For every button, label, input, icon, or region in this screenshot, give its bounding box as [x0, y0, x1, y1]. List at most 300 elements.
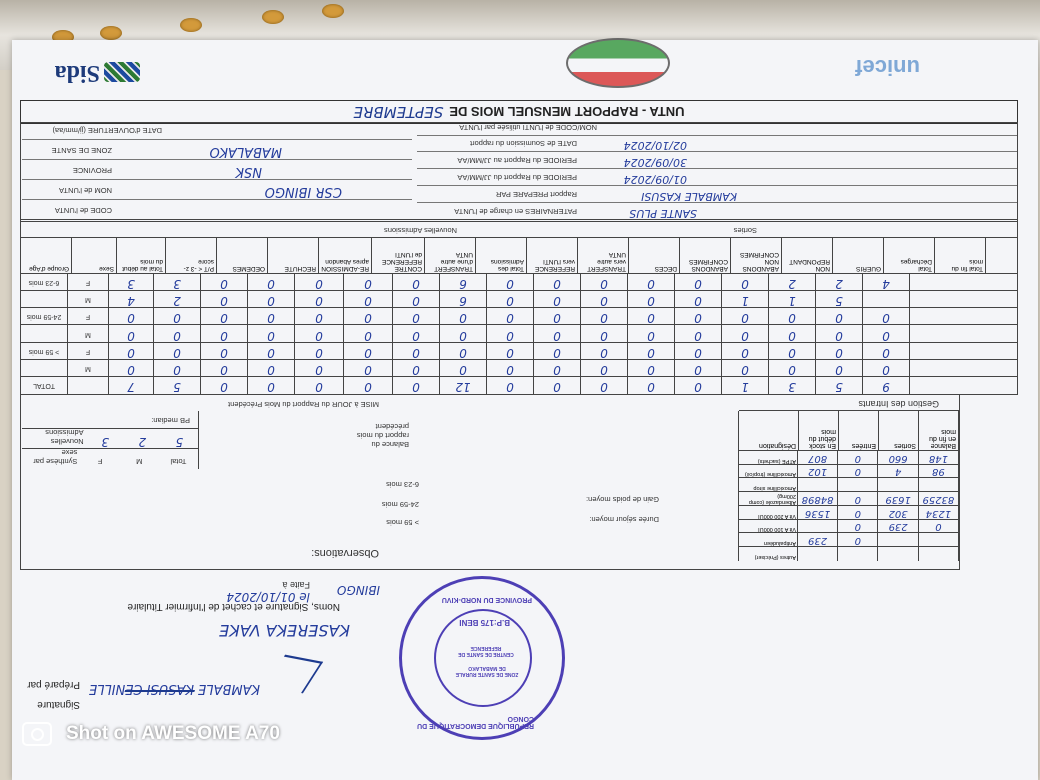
field-row [417, 135, 1017, 151]
synthese-col-total: Total [170, 457, 187, 466]
field-value-province: NSK [235, 164, 262, 179]
intrant-name: Vit A 100 000UI [739, 520, 798, 534]
table-cell: 0 [295, 343, 344, 360]
prepare-name: KAMBALE KASUSI CENILLE [89, 681, 260, 696]
field-label-soumission: DATE de Soumission du rapport [470, 139, 577, 148]
field-value-soumission: 02/10/2024 [623, 139, 687, 152]
intrants-row [739, 464, 959, 479]
table-cell: 1 [722, 377, 769, 394]
intrant-value: 102 [798, 465, 838, 479]
field-label-nom: NOM de l'UNTA [59, 186, 112, 195]
intrant-value: 0 [838, 520, 878, 534]
field-row [417, 151, 1017, 168]
table-row [21, 307, 1017, 325]
row-sex: M [68, 325, 109, 342]
table-cell: 0 [675, 360, 722, 377]
table-cell: 0 [769, 308, 816, 325]
intrants-row [739, 478, 959, 493]
table-cell: 2 [769, 274, 816, 291]
row-sex: M [68, 360, 109, 377]
field-row [22, 159, 412, 179]
synthese-value-f: 3 [101, 435, 110, 449]
table-row [21, 359, 1017, 377]
intrant-value: 98 [919, 465, 959, 479]
table-cell: 5 [816, 291, 863, 308]
synthese-label: Synthèse par sexe [33, 448, 78, 466]
table-cell: 0 [722, 360, 769, 377]
table-cell: 0 [393, 343, 440, 360]
field-row [22, 179, 412, 199]
admissions-table [20, 219, 1018, 395]
field-value-partenaires: SANTE PLUS [629, 207, 697, 220]
table-cell: 0 [201, 274, 248, 291]
intrant-value: 83259 [919, 492, 959, 506]
table-cell: 0 [487, 291, 534, 308]
stamp-zone-text: ZONE DE SANTE RURALE DE MABALAKO [455, 665, 519, 677]
sida-logo-icon [104, 62, 140, 82]
field-row [22, 199, 412, 219]
table-cell: 0 [534, 377, 581, 394]
col-transfert-vers: TRANSFERT vers autre UNTA [578, 238, 629, 274]
table-cell: 0 [393, 291, 440, 308]
table-cell: 0 [675, 291, 722, 308]
intrant-value [919, 479, 959, 493]
table-cell: 0 [344, 360, 393, 377]
table-cell: 7 [109, 377, 154, 394]
pb-median-label: PB median: [151, 416, 190, 425]
table-cell: 0 [154, 360, 201, 377]
unicef-logo-text: unicef [855, 55, 920, 80]
table-cell: 0 [109, 308, 154, 325]
intrants-row [739, 450, 959, 465]
data-rows [21, 274, 1017, 394]
table-cell: 0 [248, 291, 295, 308]
table-cell: 0 [154, 308, 201, 325]
table-cell: 3 [154, 274, 201, 291]
logo-unicef [855, 54, 920, 80]
intrant-name: ATPE (sachets) [739, 451, 798, 465]
intrant-value [878, 547, 918, 561]
table-row [21, 273, 1017, 291]
table-cell: 0 [440, 325, 487, 342]
intrant-value: 239 [878, 520, 918, 534]
table-cell: 0 [628, 377, 675, 394]
intrant-value: 1536 [798, 506, 838, 520]
intrant-name: Autres (Préciser) [739, 547, 798, 561]
table-cell: 0 [440, 360, 487, 377]
table-cell: 2 [154, 291, 201, 308]
table-cell: 0 [344, 274, 393, 291]
table-cell: 0 [722, 274, 769, 291]
row-age-group [21, 360, 68, 377]
field-row [22, 139, 412, 159]
fields-left [22, 123, 412, 219]
table-cell: 0 [393, 274, 440, 291]
mise-a-jour-label: MISE à JOUR du Rapport du Mois Précédent [228, 400, 379, 409]
stamp-province-text: PROVINCE DU NORD-KIVU [441, 596, 532, 603]
intrant-value: 0 [838, 506, 878, 520]
row-age-group [21, 325, 68, 342]
field-label-province: PROVINCE [72, 166, 112, 175]
intrant-value: 1234 [919, 506, 959, 520]
table-cell: 0 [675, 274, 722, 291]
intrant-value: 4 [878, 465, 918, 479]
table-cell: 6 [440, 291, 487, 308]
column-headers [21, 237, 1017, 274]
table-cell: 0 [769, 325, 816, 342]
table-cell: 0 [440, 308, 487, 325]
table-cell: 0 [487, 377, 534, 394]
intrants-col-header: Sorties [879, 411, 919, 451]
table-cell: 12 [440, 377, 487, 394]
intrant-name: Vit A 200 000UI [739, 506, 798, 520]
table-cell: 0 [863, 343, 910, 360]
synthese-row-label: Nouvelles Admissions [45, 428, 84, 446]
synthese-value-total: 5 [175, 435, 184, 449]
table-cell: 0 [154, 343, 201, 360]
admissions-group-headers [21, 221, 1017, 238]
table-cell: 0 [675, 377, 722, 394]
table-cell: 0 [344, 343, 393, 360]
field-value-prepare: KAMBALE KASUSI [641, 190, 737, 203]
col-total-admissions: Total des Admissions [476, 238, 527, 274]
faite-date: le 01/10/2024 [226, 590, 310, 604]
col-total-fin: Total fin du mois [935, 238, 986, 274]
col-gueris: GUERIS [833, 238, 884, 274]
sida-logo-text: Sida [54, 60, 100, 86]
table-cell: 0 [534, 308, 581, 325]
field-value-zone: MABALAKO [209, 144, 282, 159]
table-cell: 0 [816, 360, 863, 377]
table-cell: 2 [816, 274, 863, 291]
intrants-col-header: En stock début du mois [799, 411, 839, 451]
field-label-code: CODE de l'UNTA [54, 206, 112, 215]
stamp-top-text: REPUBLIQUE DEMOCRATIQUE DU CONGO [417, 715, 534, 729]
table-cell: 0 [675, 325, 722, 342]
synthese-row [22, 428, 198, 449]
table-cell: 0 [769, 343, 816, 360]
row-age-group [21, 291, 68, 308]
row-sex: F [68, 274, 109, 291]
table-cell: 0 [534, 274, 581, 291]
table-cell: 4 [863, 274, 910, 291]
table-cell: 3 [109, 274, 154, 291]
table-cell: 0 [201, 291, 248, 308]
table-cell: 0 [248, 308, 295, 325]
watermark-text: Shot on AWESOME A70 [66, 723, 280, 744]
balance-label: Balance du rapport du mois précédent [356, 422, 409, 449]
intrants-header [739, 410, 959, 451]
field-row [417, 120, 1017, 135]
table-cell: 4 [109, 291, 154, 308]
table-cell: 0 [344, 377, 393, 394]
logo-programme [566, 38, 670, 88]
header-sorties: Sorties [733, 226, 757, 235]
table-cell: 0 [295, 274, 344, 291]
intrant-value: 0 [838, 492, 878, 506]
table-cell: 0 [581, 325, 628, 342]
table-row [21, 324, 1017, 342]
age-group-24-59: 24-59 mois [381, 500, 419, 509]
table-cell: 0 [534, 360, 581, 377]
stamp-bp-text: B.P:175 BENI [459, 618, 510, 627]
table-cell: 0 [769, 360, 816, 377]
table-cell: 0 [534, 343, 581, 360]
table-cell: 0 [581, 377, 628, 394]
table-cell: 0 [628, 325, 675, 342]
row-sex: F [68, 343, 109, 360]
intrants-table [738, 411, 959, 561]
observations-label: Observations: [311, 547, 379, 559]
intrant-value: 302 [878, 506, 918, 520]
row-sex: M [68, 291, 109, 308]
col-rechute: RECHUTE [268, 238, 319, 274]
row-age-group: TOTAL [21, 377, 68, 394]
age-group-59: > 59 mois [386, 518, 419, 527]
intrant-value [878, 479, 918, 493]
table-cell: 0 [295, 360, 344, 377]
intrant-value [919, 547, 959, 561]
table-cell: 0 [722, 343, 769, 360]
synthese-col-f: F [97, 457, 103, 466]
col-reference-unti: REFERENCE vers l'UNTI [527, 238, 578, 274]
table-cell: 9 [863, 377, 910, 394]
table-cell: 0 [581, 360, 628, 377]
table-cell: 0 [295, 325, 344, 342]
table-cell: 0 [440, 343, 487, 360]
signature-line-label: Noms, Signature et cachet de l'Infirmier Titulaire [127, 601, 340, 612]
table-cell: 0 [201, 377, 248, 394]
table-cell: 0 [628, 360, 675, 377]
field-row [417, 202, 1017, 219]
intrant-value: 0 [838, 534, 878, 548]
gain-poids-label: Gain de poids moyen: [586, 495, 659, 504]
field-label-periode-au: PERIODE du Rapport au JJ/MM/AA [457, 156, 577, 165]
intrant-value: 807 [798, 451, 838, 465]
col-readmission: RE-ADMISSION apres Abandon [319, 238, 372, 274]
official-stamp [399, 576, 565, 740]
synthese-header [22, 448, 198, 469]
table-cell: 0 [295, 377, 344, 394]
faite-value: IBINGO [336, 583, 380, 597]
table-cell: 0 [344, 308, 393, 325]
table-cell: 0 [487, 308, 534, 325]
field-row [22, 120, 412, 139]
table-cell: 0 [295, 308, 344, 325]
field-value-periode-du: 01/09/2024 [623, 173, 687, 186]
col-contre-reference: CONTRE REFERENCE de l'UNTI [372, 238, 425, 274]
camera-icon [22, 722, 52, 746]
lower-section [20, 394, 960, 570]
row-age-group: 24-59 mois [21, 308, 68, 325]
intrants-col-header: Balance en fin du mois [919, 411, 959, 451]
col-abandons-confirmes: ABANDONS CONFIRMES [680, 238, 731, 274]
table-cell: 0 [248, 377, 295, 394]
intrants-row [739, 533, 959, 548]
field-label-prepare: Rapport PREPARE PAR [495, 190, 577, 199]
table-cell: 0 [628, 308, 675, 325]
table-cell: 0 [487, 343, 534, 360]
table-cell: 0 [581, 291, 628, 308]
intrants-col-header: Désignation [739, 411, 799, 451]
table-cell: 0 [816, 308, 863, 325]
intrant-value: 1639 [878, 492, 918, 506]
intrant-value [798, 520, 838, 534]
faite-label: Faite à [282, 580, 310, 590]
table-cell: 0 [534, 291, 581, 308]
handwritten-signature-titulaire [265, 655, 323, 694]
col-pt-score: P/T < -3 z-score [166, 238, 217, 274]
table-cell: 0 [393, 308, 440, 325]
table-cell: 0 [816, 325, 863, 342]
intrant-name: Amoxicilline sirop [739, 479, 798, 493]
col-abandons-non-confirmes: ABANDONS NON CONFIRMES [731, 238, 782, 274]
intrants-col-header: Entrées [839, 411, 879, 451]
table-row [21, 290, 1017, 308]
table-cell: 0 [344, 325, 393, 342]
table-cell: 1 [722, 291, 769, 308]
gestion-intrants-label: Gestion des Intrants [858, 399, 939, 409]
table-cell: 0 [344, 291, 393, 308]
table-cell: 0 [248, 360, 295, 377]
row-age-group: 6-23 mois [21, 274, 68, 291]
header-nouvelles-admissions: Nouvelles Admissions [384, 226, 457, 235]
intrant-value [919, 534, 959, 548]
table-cell: 5 [816, 377, 863, 394]
field-label-partenaires: PATERNAIRES en charge de l'UNTA [454, 207, 577, 216]
table-cell: 0 [109, 343, 154, 360]
table-cell: 0 [201, 360, 248, 377]
table-cell: 0 [722, 325, 769, 342]
table-cell: 0 [487, 274, 534, 291]
table-cell: 0 [863, 325, 910, 342]
duree-sejour-label: Durée séjour moyen: [589, 515, 659, 524]
intrant-name: Albendazole (comp 200mg) [739, 492, 798, 506]
stamp-centre-text: CENTRE DE SANTE DE REFERENCE [458, 645, 514, 657]
table-cell: 0 [534, 325, 581, 342]
header-fields [20, 122, 1018, 220]
table-row [21, 342, 1017, 360]
intrants-row [739, 505, 959, 520]
table-cell: 0 [581, 274, 628, 291]
table-cell: 0 [863, 308, 910, 325]
table-cell: 0 [487, 325, 534, 342]
field-label-periode-du: PERIODE du Rapport du JJ/MM/AA [457, 173, 577, 182]
intrant-value: 0 [838, 451, 878, 465]
table-cell: 0 [109, 360, 154, 377]
intrant-value: 239 [798, 534, 838, 548]
table-cell: 0 [628, 343, 675, 360]
field-label-unti: NOM/CODE de l'UNTI utilisée par l'UNTA [459, 123, 597, 132]
field-label-ouverture: DATE d'OUVERTURE (jj/mm/aa) [52, 126, 162, 135]
table-cell: 0 [201, 308, 248, 325]
intrant-value [878, 534, 918, 548]
intrant-value [798, 547, 838, 561]
intrant-value: 660 [878, 451, 918, 465]
table-cell: 0 [675, 343, 722, 360]
table-cell: 0 [628, 291, 675, 308]
row-sex [68, 377, 109, 394]
field-value-periode-au: 30/09/2024 [623, 156, 687, 169]
fields-right [417, 123, 1017, 219]
row-sex: F [68, 308, 109, 325]
signature-label: Signature [37, 699, 80, 710]
table-cell: 0 [109, 325, 154, 342]
synthese-value-m: 2 [138, 435, 147, 449]
intrant-name: Antipaludéen [739, 534, 798, 548]
prepare-label: Préparé par [27, 679, 80, 690]
intrant-value: 0 [838, 465, 878, 479]
table-cell: 0 [393, 325, 440, 342]
table-cell: 0 [487, 360, 534, 377]
table-cell: 0 [393, 360, 440, 377]
table-cell: 0 [393, 377, 440, 394]
logo-sida [20, 48, 140, 88]
table-cell: 0 [201, 325, 248, 342]
title-prefix: UNTA - RAPPORT MENSUEL MOIS DE [449, 104, 685, 120]
col-sexe: Sexe [72, 238, 117, 274]
table-cell: 0 [295, 291, 344, 308]
table-cell: 0 [628, 274, 675, 291]
intrant-value: 148 [919, 451, 959, 465]
table-cell: 0 [248, 343, 295, 360]
col-deces: DECES [629, 238, 680, 274]
titulaire-name: KASEREKA VAKE [219, 621, 350, 640]
col-oedemes: OEDEMES [217, 238, 268, 274]
field-row [417, 168, 1017, 185]
table-cell: 1 [769, 291, 816, 308]
col-non-repondant: NON REPONDANT [782, 238, 833, 274]
field-value-nom: CSR IBINGO [264, 184, 342, 199]
intrant-value [838, 547, 878, 561]
intrant-value: 0 [919, 520, 959, 534]
col-total-decharges: Total Décharges [884, 238, 935, 274]
intrants-row [739, 546, 959, 561]
camera-watermark [22, 712, 280, 756]
intrants-row [739, 491, 959, 506]
intrant-value: 84898 [798, 492, 838, 506]
table-cell: 0 [816, 343, 863, 360]
title-month: SEPTEMBRE [353, 103, 444, 121]
table-cell: 0 [863, 360, 910, 377]
field-label-zone: ZONE DE SANTE [51, 146, 112, 155]
table-cell: 6 [440, 274, 487, 291]
age-group-6-23: 6-23 mois [386, 480, 419, 489]
table-cell: 0 [581, 308, 628, 325]
table-cell: 0 [154, 325, 201, 342]
synthese-col-m: M [136, 457, 143, 466]
intrants-row [739, 519, 959, 534]
table-cell: 0 [201, 343, 248, 360]
table-cell: 0 [248, 325, 295, 342]
col-total-debut: Total au début du mois [117, 238, 166, 274]
field-row [417, 185, 1017, 202]
table-cell: 0 [248, 274, 295, 291]
table-row [21, 376, 1017, 394]
intrant-name: Amoxicilline (trop/cé) [739, 465, 798, 479]
col-transfert-autre: TRANSFERT d'une autre UNTA [425, 238, 476, 274]
table-cell: 5 [154, 377, 201, 394]
table-cell: 3 [769, 377, 816, 394]
table-cell [863, 291, 910, 308]
col-groupe-age: Groupe d'Age [21, 238, 72, 274]
synthese-table [22, 411, 199, 469]
row-age-group: > 59 mois [21, 343, 68, 360]
table-cell: 0 [675, 308, 722, 325]
intrant-value [798, 479, 838, 493]
balance-block [319, 414, 719, 529]
table-cell: 0 [581, 343, 628, 360]
